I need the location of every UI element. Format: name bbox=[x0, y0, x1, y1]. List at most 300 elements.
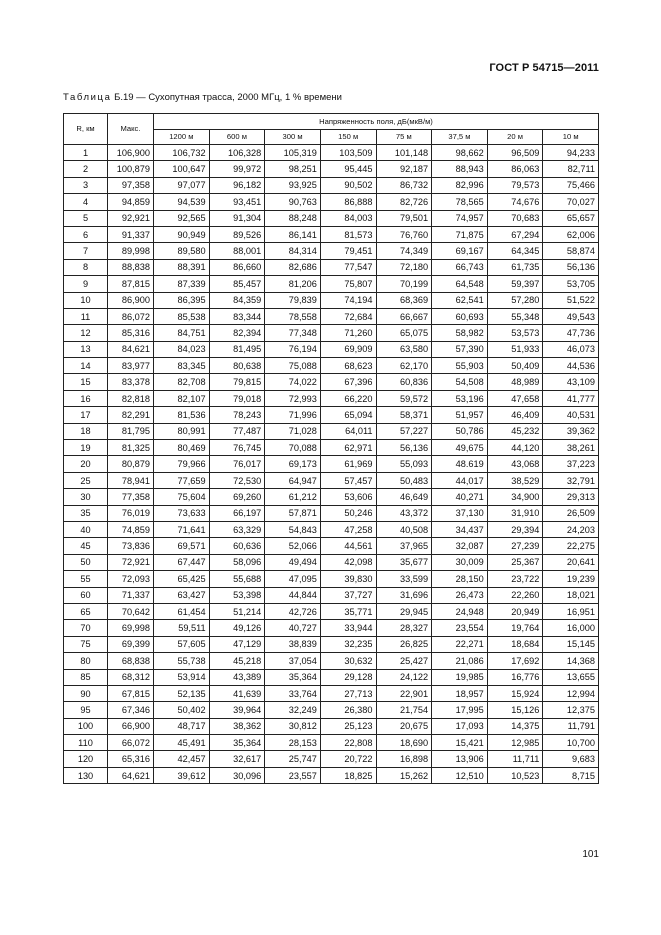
distance-cell: 11 bbox=[64, 308, 108, 324]
table-row bbox=[64, 341, 599, 357]
value-cell: 12,375 bbox=[543, 702, 599, 718]
value-cell: 69,909 bbox=[320, 341, 376, 357]
value-cell: 47,095 bbox=[265, 571, 321, 587]
table-row bbox=[64, 653, 599, 669]
value-cell: 63,427 bbox=[154, 587, 210, 603]
value-cell: 32,087 bbox=[432, 538, 488, 554]
table-row bbox=[64, 685, 599, 701]
value-cell: 64,548 bbox=[432, 276, 488, 292]
value-cell: 42,726 bbox=[265, 603, 321, 619]
value-cell: 38,529 bbox=[487, 472, 543, 488]
max-cell: 88,838 bbox=[108, 259, 154, 275]
value-cell: 88,391 bbox=[154, 259, 210, 275]
value-cell: 11,711 bbox=[487, 751, 543, 767]
value-cell: 83,345 bbox=[154, 358, 210, 374]
value-cell: 86,660 bbox=[209, 259, 265, 275]
value-cell: 39,612 bbox=[154, 767, 210, 783]
value-cell: 48.619 bbox=[432, 456, 488, 472]
value-cell: 51,957 bbox=[432, 407, 488, 423]
table-row bbox=[64, 292, 599, 308]
value-cell: 61,735 bbox=[487, 259, 543, 275]
value-cell: 61,969 bbox=[320, 456, 376, 472]
table-row bbox=[64, 702, 599, 718]
table-row bbox=[64, 735, 599, 751]
table-row bbox=[64, 374, 599, 390]
value-cell: 73,633 bbox=[154, 505, 210, 521]
value-cell: 103,509 bbox=[320, 145, 376, 161]
table-row bbox=[64, 505, 599, 521]
table-row bbox=[64, 603, 599, 619]
col-header-height: 300 м bbox=[265, 130, 321, 145]
value-cell: 43,389 bbox=[209, 669, 265, 685]
value-cell: 45,232 bbox=[487, 423, 543, 439]
value-cell: 44,536 bbox=[543, 358, 599, 374]
value-cell: 25,747 bbox=[265, 751, 321, 767]
value-cell: 81,573 bbox=[320, 226, 376, 242]
value-cell: 43,068 bbox=[487, 456, 543, 472]
value-cell: 44,844 bbox=[265, 587, 321, 603]
value-cell: 80,991 bbox=[154, 423, 210, 439]
table-row bbox=[64, 456, 599, 472]
value-cell: 18,021 bbox=[543, 587, 599, 603]
value-cell: 19,239 bbox=[543, 571, 599, 587]
value-cell: 60,836 bbox=[376, 374, 432, 390]
table-caption-title: Б.19 — Сухопутная трасса, 2000 МГц, 1 % времени bbox=[114, 92, 342, 103]
value-cell: 30,009 bbox=[432, 554, 488, 570]
value-cell: 82,708 bbox=[154, 374, 210, 390]
value-cell: 29,313 bbox=[543, 489, 599, 505]
value-cell: 55,738 bbox=[154, 653, 210, 669]
value-cell: 62,541 bbox=[432, 292, 488, 308]
distance-cell: 70 bbox=[64, 620, 108, 636]
max-cell: 69,399 bbox=[108, 636, 154, 652]
value-cell: 61,212 bbox=[265, 489, 321, 505]
value-cell: 49,494 bbox=[265, 554, 321, 570]
value-cell: 24,203 bbox=[543, 521, 599, 537]
distance-cell: 5 bbox=[64, 210, 108, 226]
value-cell: 93,451 bbox=[209, 194, 265, 210]
value-cell: 78,558 bbox=[265, 308, 321, 324]
value-cell: 64,011 bbox=[320, 423, 376, 439]
col-header-height: 1200 м bbox=[154, 130, 210, 145]
distance-cell: 100 bbox=[64, 718, 108, 734]
value-cell: 18,825 bbox=[320, 767, 376, 783]
value-cell: 32,791 bbox=[543, 472, 599, 488]
distance-cell: 15 bbox=[64, 374, 108, 390]
max-cell: 66,072 bbox=[108, 735, 154, 751]
value-cell: 53,196 bbox=[432, 390, 488, 406]
value-cell: 62,170 bbox=[376, 358, 432, 374]
table-row bbox=[64, 587, 599, 603]
table-row bbox=[64, 145, 599, 161]
max-cell: 71,337 bbox=[108, 587, 154, 603]
value-cell: 63,580 bbox=[376, 341, 432, 357]
distance-cell: 75 bbox=[64, 636, 108, 652]
table-row bbox=[64, 210, 599, 226]
value-cell: 23,557 bbox=[265, 767, 321, 783]
value-cell: 28,150 bbox=[432, 571, 488, 587]
value-cell: 92,565 bbox=[154, 210, 210, 226]
max-cell: 84,621 bbox=[108, 341, 154, 357]
value-cell: 29,394 bbox=[487, 521, 543, 537]
value-cell: 17,093 bbox=[432, 718, 488, 734]
value-cell: 60,693 bbox=[432, 308, 488, 324]
value-cell: 55,093 bbox=[376, 456, 432, 472]
value-cell: 96,509 bbox=[487, 145, 543, 161]
value-cell: 58,874 bbox=[543, 243, 599, 259]
table-row bbox=[64, 177, 599, 193]
value-cell: 52,066 bbox=[265, 538, 321, 554]
value-cell: 44,561 bbox=[320, 538, 376, 554]
value-cell: 55,688 bbox=[209, 571, 265, 587]
col-header-height: 150 м bbox=[320, 130, 376, 145]
max-cell: 72,921 bbox=[108, 554, 154, 570]
max-cell: 67,815 bbox=[108, 685, 154, 701]
value-cell: 41,639 bbox=[209, 685, 265, 701]
value-cell: 88,943 bbox=[432, 161, 488, 177]
distance-cell: 7 bbox=[64, 243, 108, 259]
table-caption-label: Таблица bbox=[63, 92, 112, 103]
max-cell: 76,019 bbox=[108, 505, 154, 521]
value-cell: 30,812 bbox=[265, 718, 321, 734]
value-cell: 71,996 bbox=[265, 407, 321, 423]
value-cell: 87,339 bbox=[154, 276, 210, 292]
value-cell: 35,364 bbox=[209, 735, 265, 751]
max-cell: 81,795 bbox=[108, 423, 154, 439]
value-cell: 18,684 bbox=[487, 636, 543, 652]
value-cell: 10,523 bbox=[487, 767, 543, 783]
distance-cell: 16 bbox=[64, 390, 108, 406]
value-cell: 12,994 bbox=[543, 685, 599, 701]
value-cell: 49,543 bbox=[543, 308, 599, 324]
col-header-distance: R, км bbox=[64, 114, 108, 145]
value-cell: 40,531 bbox=[543, 407, 599, 423]
value-cell: 40,508 bbox=[376, 521, 432, 537]
value-cell: 97,077 bbox=[154, 177, 210, 193]
value-cell: 57,871 bbox=[265, 505, 321, 521]
value-cell: 67,396 bbox=[320, 374, 376, 390]
value-cell: 72,684 bbox=[320, 308, 376, 324]
value-cell: 86,141 bbox=[265, 226, 321, 242]
table-row bbox=[64, 554, 599, 570]
distance-cell: 3 bbox=[64, 177, 108, 193]
value-cell: 14,375 bbox=[487, 718, 543, 734]
value-cell: 33,944 bbox=[320, 620, 376, 636]
max-cell: 65,316 bbox=[108, 751, 154, 767]
value-cell: 50,786 bbox=[432, 423, 488, 439]
max-cell: 72,093 bbox=[108, 571, 154, 587]
value-cell: 11,791 bbox=[543, 718, 599, 734]
value-cell: 39,830 bbox=[320, 571, 376, 587]
table-row bbox=[64, 620, 599, 636]
value-cell: 74,194 bbox=[320, 292, 376, 308]
value-cell: 10,700 bbox=[543, 735, 599, 751]
value-cell: 17,692 bbox=[487, 653, 543, 669]
value-cell: 52,135 bbox=[154, 685, 210, 701]
value-cell: 89,526 bbox=[209, 226, 265, 242]
value-cell: 21,754 bbox=[376, 702, 432, 718]
value-cell: 35,364 bbox=[265, 669, 321, 685]
max-cell: 86,072 bbox=[108, 308, 154, 324]
value-cell: 31,910 bbox=[487, 505, 543, 521]
value-cell: 39,964 bbox=[209, 702, 265, 718]
distance-cell: 6 bbox=[64, 226, 108, 242]
value-cell: 12,510 bbox=[432, 767, 488, 783]
value-cell: 85,538 bbox=[154, 308, 210, 324]
max-cell: 80,879 bbox=[108, 456, 154, 472]
max-cell: 91,337 bbox=[108, 226, 154, 242]
value-cell: 24,122 bbox=[376, 669, 432, 685]
distance-cell: 80 bbox=[64, 653, 108, 669]
table-row bbox=[64, 243, 599, 259]
value-cell: 76,017 bbox=[209, 456, 265, 472]
value-cell: 53,573 bbox=[487, 325, 543, 341]
value-cell: 59,511 bbox=[154, 620, 210, 636]
value-cell: 38,362 bbox=[209, 718, 265, 734]
value-cell: 91,304 bbox=[209, 210, 265, 226]
value-cell: 85,457 bbox=[209, 276, 265, 292]
value-cell: 75,807 bbox=[320, 276, 376, 292]
value-cell: 37,130 bbox=[432, 505, 488, 521]
table-row bbox=[64, 472, 599, 488]
value-cell: 65,094 bbox=[320, 407, 376, 423]
distance-cell: 13 bbox=[64, 341, 108, 357]
field-strength-table bbox=[63, 113, 599, 784]
value-cell: 67,294 bbox=[487, 226, 543, 242]
value-cell: 49,675 bbox=[432, 440, 488, 456]
value-cell: 12,985 bbox=[487, 735, 543, 751]
value-cell: 84,751 bbox=[154, 325, 210, 341]
value-cell: 83,344 bbox=[209, 308, 265, 324]
max-cell: 94,859 bbox=[108, 194, 154, 210]
value-cell: 44,120 bbox=[487, 440, 543, 456]
value-cell: 92,187 bbox=[376, 161, 432, 177]
value-cell: 59,397 bbox=[487, 276, 543, 292]
col-header-height: 10 м bbox=[543, 130, 599, 145]
distance-cell: 9 bbox=[64, 276, 108, 292]
value-cell: 23,554 bbox=[432, 620, 488, 636]
value-cell: 86,395 bbox=[154, 292, 210, 308]
value-cell: 27,713 bbox=[320, 685, 376, 701]
distance-cell: 17 bbox=[64, 407, 108, 423]
distance-cell: 18 bbox=[64, 423, 108, 439]
value-cell: 84,314 bbox=[265, 243, 321, 259]
value-cell: 26,825 bbox=[376, 636, 432, 652]
value-cell: 70,027 bbox=[543, 194, 599, 210]
value-cell: 22,808 bbox=[320, 735, 376, 751]
value-cell: 82,394 bbox=[209, 325, 265, 341]
value-cell: 27,239 bbox=[487, 538, 543, 554]
value-cell: 70,088 bbox=[265, 440, 321, 456]
distance-cell: 45 bbox=[64, 538, 108, 554]
value-cell: 74,676 bbox=[487, 194, 543, 210]
value-cell: 100,647 bbox=[154, 161, 210, 177]
value-cell: 16,898 bbox=[376, 751, 432, 767]
value-cell: 53,606 bbox=[320, 489, 376, 505]
max-cell: 73,836 bbox=[108, 538, 154, 554]
standard-designation: ГОСТ Р 54715—2011 bbox=[489, 62, 599, 74]
distance-cell: 8 bbox=[64, 259, 108, 275]
value-cell: 78,565 bbox=[432, 194, 488, 210]
value-cell: 77,348 bbox=[265, 325, 321, 341]
max-cell: 66,900 bbox=[108, 718, 154, 734]
value-cell: 67,447 bbox=[154, 554, 210, 570]
value-cell: 79,018 bbox=[209, 390, 265, 406]
value-cell: 19,764 bbox=[487, 620, 543, 636]
value-cell: 56,136 bbox=[543, 259, 599, 275]
max-cell: 82,291 bbox=[108, 407, 154, 423]
value-cell: 65,075 bbox=[376, 325, 432, 341]
value-cell: 106,328 bbox=[209, 145, 265, 161]
distance-cell: 2 bbox=[64, 161, 108, 177]
value-cell: 25,427 bbox=[376, 653, 432, 669]
value-cell: 66,743 bbox=[432, 259, 488, 275]
max-cell: 86,900 bbox=[108, 292, 154, 308]
value-cell: 15,145 bbox=[543, 636, 599, 652]
distance-cell: 19 bbox=[64, 440, 108, 456]
value-cell: 41,777 bbox=[543, 390, 599, 406]
value-cell: 50,246 bbox=[320, 505, 376, 521]
value-cell: 94,233 bbox=[543, 145, 599, 161]
value-cell: 82,107 bbox=[154, 390, 210, 406]
value-cell: 30,632 bbox=[320, 653, 376, 669]
table-caption bbox=[63, 92, 342, 103]
distance-cell: 90 bbox=[64, 685, 108, 701]
value-cell: 70,199 bbox=[376, 276, 432, 292]
value-cell: 56,136 bbox=[376, 440, 432, 456]
max-cell: 83,378 bbox=[108, 374, 154, 390]
value-cell: 71,260 bbox=[320, 325, 376, 341]
table-row bbox=[64, 259, 599, 275]
value-cell: 28,153 bbox=[265, 735, 321, 751]
value-cell: 47,658 bbox=[487, 390, 543, 406]
value-cell: 105,319 bbox=[265, 145, 321, 161]
distance-cell: 20 bbox=[64, 456, 108, 472]
value-cell: 94,539 bbox=[154, 194, 210, 210]
table-row bbox=[64, 521, 599, 537]
value-cell: 66,197 bbox=[209, 505, 265, 521]
value-cell: 74,349 bbox=[376, 243, 432, 259]
value-cell: 53,914 bbox=[154, 669, 210, 685]
value-cell: 13,906 bbox=[432, 751, 488, 767]
value-cell: 15,421 bbox=[432, 735, 488, 751]
distance-cell: 1 bbox=[64, 145, 108, 161]
value-cell: 58,096 bbox=[209, 554, 265, 570]
value-cell: 79,451 bbox=[320, 243, 376, 259]
table-row bbox=[64, 669, 599, 685]
value-cell: 20,675 bbox=[376, 718, 432, 734]
value-cell: 47,258 bbox=[320, 521, 376, 537]
value-cell: 60,636 bbox=[209, 538, 265, 554]
distance-cell: 65 bbox=[64, 603, 108, 619]
max-cell: 77,358 bbox=[108, 489, 154, 505]
value-cell: 77,659 bbox=[154, 472, 210, 488]
value-cell: 90,763 bbox=[265, 194, 321, 210]
col-header-height: 37,5 м bbox=[432, 130, 488, 145]
value-cell: 72,530 bbox=[209, 472, 265, 488]
max-cell: 68,312 bbox=[108, 669, 154, 685]
value-cell: 64,947 bbox=[265, 472, 321, 488]
distance-cell: 95 bbox=[64, 702, 108, 718]
value-cell: 98,662 bbox=[432, 145, 488, 161]
max-cell: 64,621 bbox=[108, 767, 154, 783]
value-cell: 86,888 bbox=[320, 194, 376, 210]
value-cell: 26,473 bbox=[432, 587, 488, 603]
value-cell: 22,901 bbox=[376, 685, 432, 701]
value-cell: 65,657 bbox=[543, 210, 599, 226]
value-cell: 55,348 bbox=[487, 308, 543, 324]
distance-cell: 25 bbox=[64, 472, 108, 488]
value-cell: 48,717 bbox=[154, 718, 210, 734]
value-cell: 32,249 bbox=[265, 702, 321, 718]
col-header-group: Напряженность поля, дБ(мкВ/м) bbox=[154, 114, 599, 130]
value-cell: 25,123 bbox=[320, 718, 376, 734]
value-cell: 106,732 bbox=[154, 145, 210, 161]
page-number: 101 bbox=[582, 849, 599, 860]
value-cell: 66,667 bbox=[376, 308, 432, 324]
value-cell: 35,771 bbox=[320, 603, 376, 619]
value-cell: 57,280 bbox=[487, 292, 543, 308]
value-cell: 80,638 bbox=[209, 358, 265, 374]
value-cell: 57,457 bbox=[320, 472, 376, 488]
table-row bbox=[64, 423, 599, 439]
value-cell: 34,437 bbox=[432, 521, 488, 537]
value-cell: 79,966 bbox=[154, 456, 210, 472]
value-cell: 48,989 bbox=[487, 374, 543, 390]
value-cell: 78,243 bbox=[209, 407, 265, 423]
value-cell: 20,949 bbox=[487, 603, 543, 619]
table-row bbox=[64, 440, 599, 456]
max-cell: 83,977 bbox=[108, 358, 154, 374]
value-cell: 74,022 bbox=[265, 374, 321, 390]
value-cell: 68,369 bbox=[376, 292, 432, 308]
value-cell: 29,128 bbox=[320, 669, 376, 685]
table-row bbox=[64, 161, 599, 177]
value-cell: 23,722 bbox=[487, 571, 543, 587]
value-cell: 44,017 bbox=[432, 472, 488, 488]
value-cell: 9,683 bbox=[543, 751, 599, 767]
value-cell: 40,271 bbox=[432, 489, 488, 505]
distance-cell: 4 bbox=[64, 194, 108, 210]
value-cell: 81,495 bbox=[209, 341, 265, 357]
table-row bbox=[64, 751, 599, 767]
table-row bbox=[64, 276, 599, 292]
table-row bbox=[64, 358, 599, 374]
value-cell: 75,088 bbox=[265, 358, 321, 374]
value-cell: 37,223 bbox=[543, 456, 599, 472]
value-cell: 26,509 bbox=[543, 505, 599, 521]
value-cell: 33,599 bbox=[376, 571, 432, 587]
max-cell: 82,818 bbox=[108, 390, 154, 406]
value-cell: 84,359 bbox=[209, 292, 265, 308]
table-row bbox=[64, 767, 599, 783]
value-cell: 69,167 bbox=[432, 243, 488, 259]
value-cell: 62,971 bbox=[320, 440, 376, 456]
value-cell: 22,260 bbox=[487, 587, 543, 603]
value-cell: 75,604 bbox=[154, 489, 210, 505]
max-cell: 89,998 bbox=[108, 243, 154, 259]
table-row bbox=[64, 718, 599, 734]
value-cell: 50,409 bbox=[487, 358, 543, 374]
value-cell: 90,949 bbox=[154, 226, 210, 242]
col-header-height: 20 м bbox=[487, 130, 543, 145]
value-cell: 68,623 bbox=[320, 358, 376, 374]
value-cell: 79,573 bbox=[487, 177, 543, 193]
value-cell: 69,173 bbox=[265, 456, 321, 472]
value-cell: 62,006 bbox=[543, 226, 599, 242]
value-cell: 70,683 bbox=[487, 210, 543, 226]
distance-cell: 85 bbox=[64, 669, 108, 685]
